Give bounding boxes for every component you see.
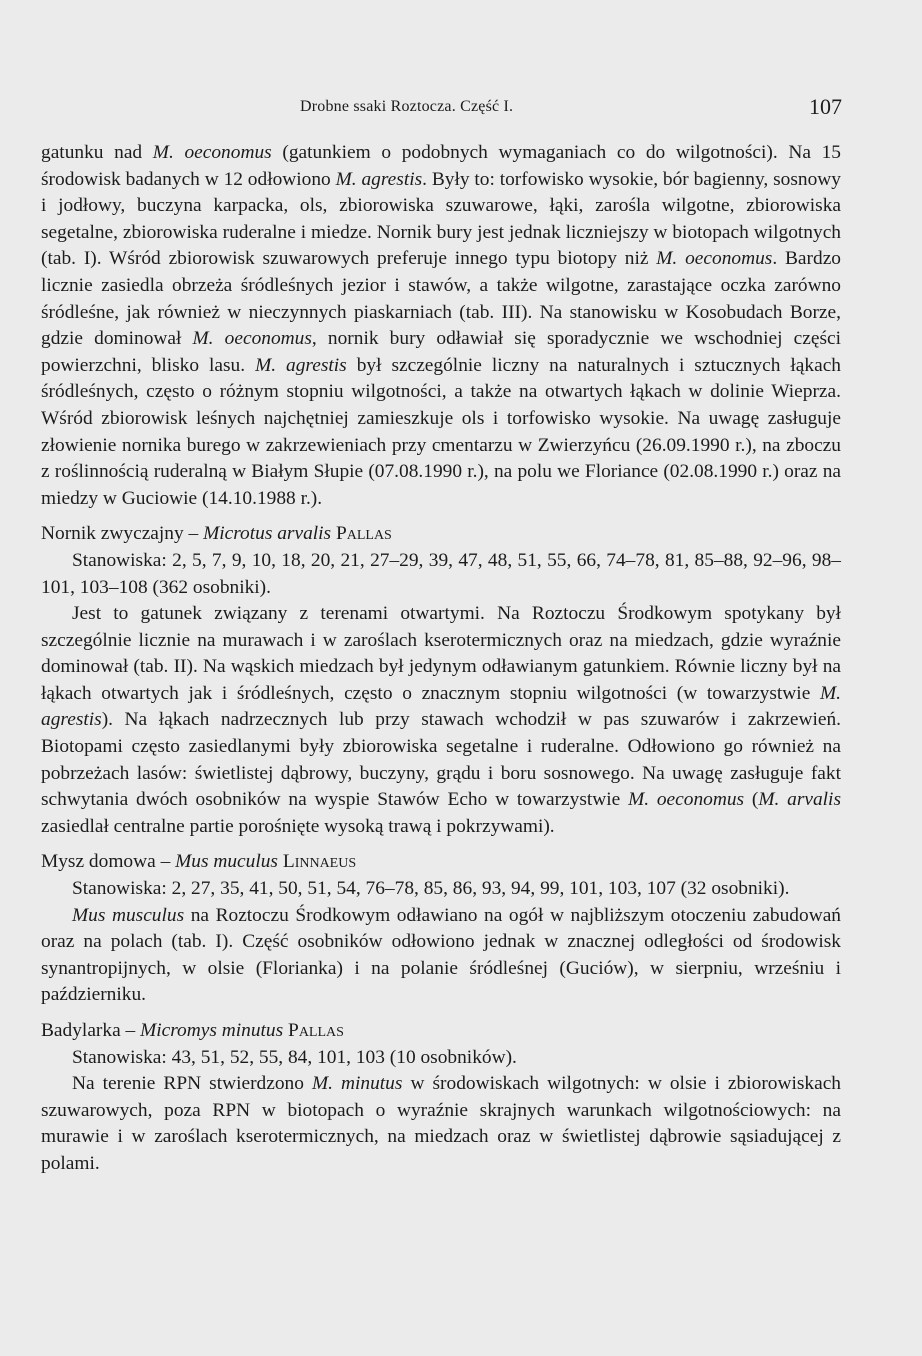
body-text bbox=[41, 140, 841, 1178]
page-header bbox=[0, 92, 922, 122]
stations-minutus: Stanowiska: 43, 51, 52, 55, 84, 101, 103 (10 osobników). bbox=[72, 1046, 517, 1068]
paragraph-musculus: Mus musculus na Roztoczu Środkowym odławiano na ogół w najbliższym otoczeniu zabudowań oraz na polach (tab. I). Część osobników odłowiono jednak w znacznej odległości od środowisk synantropijnych, w olsie (Florianka) i na polanie śródleśnej (Guciów), w sierpniu, wrześniu i październiku. bbox=[41, 904, 842, 1006]
species-heading-arvalis: Nornik zwyczajny – Microtus arvalis Pallas bbox=[41, 523, 392, 545]
paragraph-arvalis: Jest to gatunek związany z terenami otwartymi. Na Roztoczu Środkowym spotykany był szczególnie licznie na murawach i w zaroślach kserotermicznych oraz na miedzach, gdzie wyraźnie dominował (tab. II). Na wąskich miedzach był jedynym odławianym gatunkiem. Równie liczny był na łąkach otwartych jak i śródleśnych, często o znacznym stopniu wilgotności (w towarzystwie M. agrestis). Na łąkach nadrzecznych lub przy stawach wchodził w pas szuwarów i zakrzewień. Biotopami często zasiedlanymi były zbiorowiska segetalne i ruderalne. Odłowiono go również na pobrzeżach lasów: świetlistej dąbrowy, buczyny, grądu i boru sosnowego. Na uwagę zasługuje fakt schwytania dwóch osobników na wyspie Stawów Echo w towarzystwie M. oeconomus (M. arvalis zasiedlał centralne partie porośnięte wysoką trawą i pokrzywami). bbox=[41, 603, 841, 837]
stations-arvalis: Stanowiska: 2, 5, 7, 9, 10, 18, 20, 21, 27–29, 39, 47, 48, 51, 55, 66, 74–78, 81, 85–88, 92–96, 98–101, 103–108 (362 osobniki). bbox=[41, 549, 841, 598]
stations-musculus: Stanowiska: 2, 27, 35, 41, 50, 51, 54, 76–78, 85, 86, 93, 94, 99, 101, 103, 107 (32 osobniki). bbox=[72, 878, 790, 900]
paragraph-agrestis-continued: gatunku nad M. oeconomus (gatunkiem o podobnych wymaganiach co do wilgotności). Na 15 środowisk badanych w 12 odłowiono M. agrestis. Były to: torfowisko wysokie, bór bagienny, sosnowy i jodłowy, buczyna karpacka, ols, zbiorowiska szuwarowe, łąki, zarośla wilgotne, zbiorowiska segetalne, zbiorowiska ruderalne i miedze. Nornik bury jest jednak liczniejszy w biotopach wilgotnych (tab. I). Wśród zbiorowisk szuwarowych preferuje innego typu biotopy niż M. oeconomus. Bardzo licznie zasiedla obrzeża śródleśnych jezior i stawów, a także wilgotne, zarastające oczka zarówno śródleśne, jak również w nieczynnych piaskarniach (tab. III). Na stanowisku w Kosobudach Borze, gdzie dominował M. oeconomus, nornik bury odławiał się sporadycznie we wschodniej części powierzchni, blisko lasu. M. agrestis był szczególnie liczny na naturalnych i sztucznych łąkach śródleśnych, często o różnym stopniu wilgotności, a także na otwartych łąkach w dolinie Wieprza. Wśród zbiorowisk leśnych najchętniej zamieszkuje ols i torfowisko wysokie. Na uwagę zasługuje złowienie nornika burego w zakrzewieniach przy cmentarzu w Zwierzyńcu (26.09.1990 r.), na zboczu z roślinnością ruderalną w Białym Słupie (07.08.1990 r.), na polu we Floriance (02.08.1990 r.) oraz na miedzy w Guciowie (14.10.1988 r.). bbox=[41, 142, 842, 509]
species-heading-minutus: Badylarka – Micromys minutus Pallas bbox=[41, 1020, 344, 1041]
page-number: 107 bbox=[809, 94, 842, 119]
species-heading-musculus: Mysz domowa – Mus muculus Linnaeus bbox=[41, 851, 357, 873]
paragraph-minutus: Na terenie RPN stwierdzono M. minutus w środowiskach wilgotnych: w olsie i zbiorowiskach szuwarowych, poza RPN w biotopach o wyraźnie skrajnych warunkach wilgotnościowych: na murawie i w zaroślach kserotermicznych, na miedzach oraz w świetlistej dąbrowie sąsiadującej z polami. bbox=[41, 1073, 842, 1174]
running-head: Drobne ssaki Roztocza. Część I. bbox=[300, 98, 514, 115]
